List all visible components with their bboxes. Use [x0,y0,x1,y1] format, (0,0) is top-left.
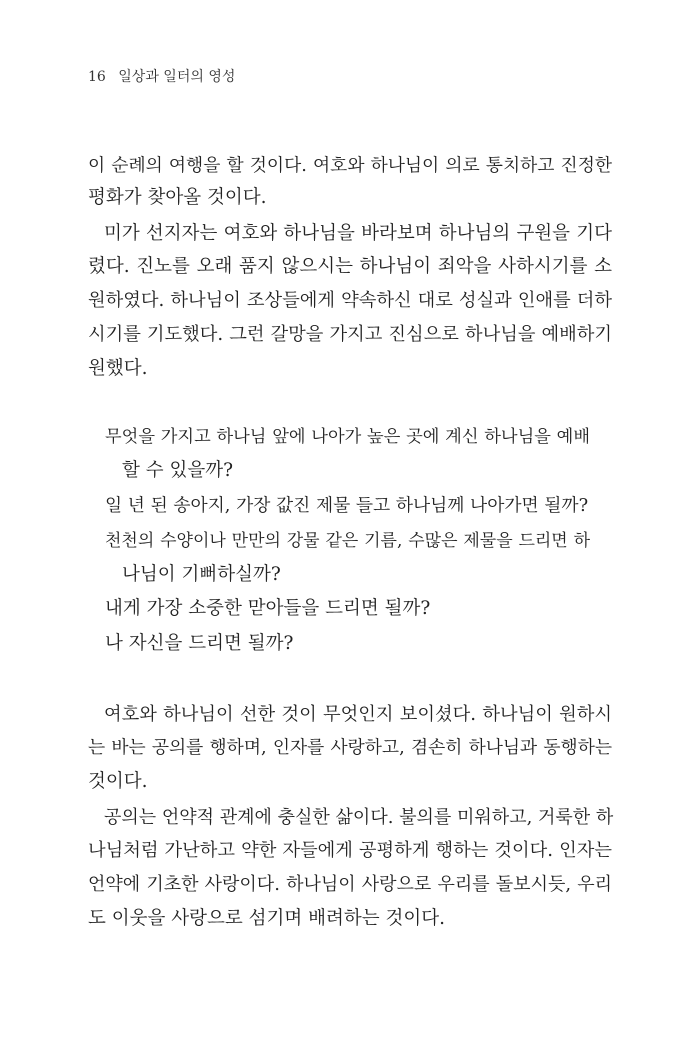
body-line: 원하였다. 하나님이 조상들에게 약속하신 대로 성실과 인애를 더하 [88,290,612,311]
quote-line: 무엇을 가지고 하나님 앞에 나아가 높은 곳에 계신 하나님을 예배 [105,427,590,447]
body-line: 원했다. [88,358,148,379]
body-line: 미가 선지자는 여호와 하나님을 바라보며 하나님의 구원을 기다 [104,223,612,244]
body-line: 것이다. [88,771,148,792]
running-header [88,66,235,86]
body-line: 렸다. 진노를 오래 품지 않으시는 하나님이 죄악을 사하시기를 소 [88,256,612,277]
quote-line: 내게 가장 소중한 맏아들을 드리면 될까? [105,598,431,619]
quote-line: 나님이 기뻐하실까? [122,564,281,585]
body-line: 평화가 찾아올 것이다. [88,187,267,208]
quote-line: 나 자신을 드리면 될까? [105,633,294,654]
body-line: 는 바는 공의를 행하며, 인자를 사랑하고, 겸손히 하나님과 동행하는 [88,738,612,758]
quote-line: 일 년 된 송아지, 가장 값진 제물 들고 하나님께 나아가면 될까? [105,496,589,516]
running-title: 일상과 일터의 영성 [118,69,236,85]
quote-line: 할 수 있을까? [122,460,234,481]
body-line: 이 순례의 여행을 할 것이다. 여호와 하나님이 의로 통치하고 진정한 [88,156,612,176]
quote-line: 천천의 수양이나 만만의 강물 같은 기름, 수많은 제물을 드리면 하 [105,531,590,551]
body-line: 도 이웃을 사랑으로 섬기며 배려하는 것이다. [88,908,445,929]
body-line: 공의는 언약적 관계에 충실한 삶이다. 불의를 미워하고, 거룩한 하 [104,807,614,828]
body-line: 언약에 기초한 사랑이다. 하나님이 사랑으로 우리를 돌보시듯, 우리 [88,874,612,895]
page-number: 16 [88,69,106,85]
body-line: 여호와 하나님이 선한 것이 무엇인지 보이셨다. 하나님이 원하시 [104,704,612,725]
body-line: 나님처럼 가난하고 약한 자들에게 공평하게 행하는 것이다. 인자는 [88,840,612,861]
body-line: 시기를 기도했다. 그런 갈망을 가지고 진심으로 하나님을 예배하기 [88,324,612,345]
